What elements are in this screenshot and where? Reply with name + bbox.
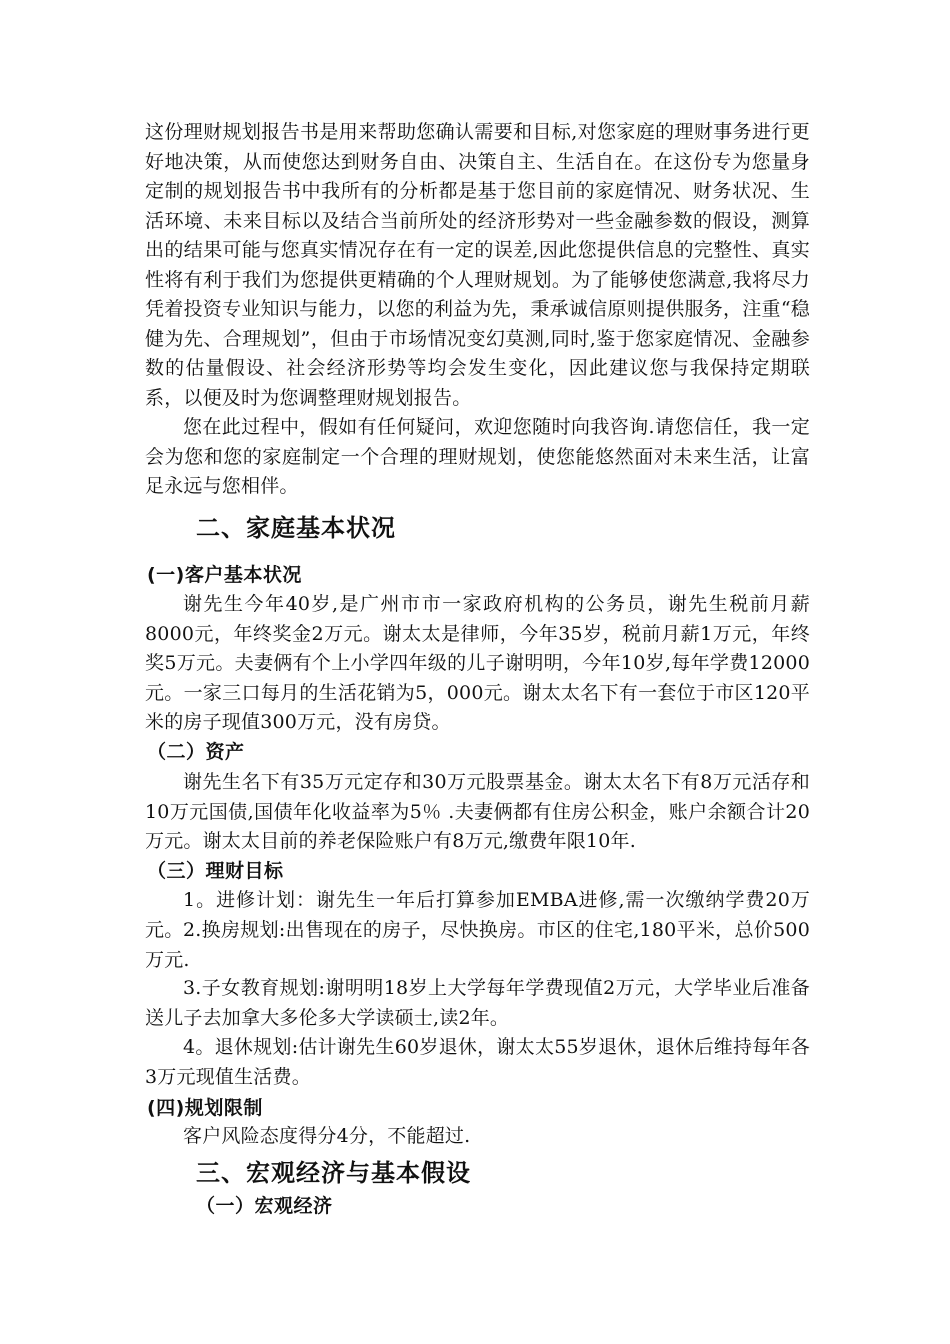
subsection-goals-heading: （三）理财目标 [147, 860, 284, 882]
subsection-constraints-heading: (四)规划限制 [147, 1097, 263, 1119]
goal-item-education: 1。进修计划：谢先生一年后打算参加EMBA进修,需一次缴纳学费20万元。 [145, 889, 810, 941]
section-3-heading: 三、宏观经济与基本假设 [196, 1159, 471, 1187]
constraints-paragraph: 客户风险态度得分4分，不能超过. [183, 1125, 471, 1147]
assets-paragraph: 谢先生名下有35万元定存和30万元股票基金。谢太太名下有8万元活存和10万元国债,国债年化收益率为5％ .夫妻俩都有住房公积金，账户余额合计20万元。谢太太目前的养老保险账户有8万元,缴费年限10年. [145, 771, 810, 852]
intro-paragraph-2: 您在此过程中，假如有任何疑问，欢迎您随时向我咨询.请您信任，我一定会为您和您的家庭制定一个合理的理财规划，使您能悠然面对未来生活，让富足永远与您相伴。 [145, 416, 810, 497]
subsection-macro-economy-heading: （一）宏观经济 [196, 1195, 333, 1217]
client-status-paragraph: 谢先生今年40岁,是广州市市一家政府机构的公务员，谢先生税前月薪8000元，年终奖金2万元。谢太太是律师，今年35岁，税前月薪1万元，年终奖5万元。夫妻俩有个上小学四年级的儿子谢明明，今年10岁,每年学费12000元。一家三口每月的生活花销为5，000元。谢太太名下有一套位于市区120平米的房子现值300万元，没有房贷。 [145, 593, 810, 733]
subsection-client-status-heading: (一)客户基本状况 [147, 564, 302, 586]
subsection-assets-heading: （二）资产 [147, 741, 245, 763]
goal-item-child-education: 3.子女教育规划:谢明明18岁上大学每年学费现值2万元，大学毕业后准备送儿子去加拿大多伦多大学读硕士,读2年。 [145, 977, 810, 1029]
goal-item-housing: 2.换房规划:出售现在的房子，尽快换房。市区的住宅,180平米，总价500万元. [145, 919, 810, 971]
section-2-heading: 二、家庭基本状况 [196, 514, 396, 542]
intro-paragraph-1: 这份理财规划报告书是用来帮助您确认需要和目标,对您家庭的理财事务进行更好地决策，从而使您达到财务自由、决策自主、生活自在。在这份专为您量身定制的规划报告书中我所有的分析都是基于您目前的家庭情况、财务状况、生活环境、未来目标以及结合当前所处的经济形势对一些金融参数的假设，测算出的结果可能与您真实情况存在有一定的误差,因此您提供信息的完整性、真实性将有利于我们为您提供更精确的个人理财规划。为了能够使您满意,我将尽力凭着投资专业知识与能力，以您的利益为先，秉承诚信原则提供服务，注重“稳健为先、合理规划”，但由于市场情况变幻莫测,同时,鉴于您家庭情况、金融参数的估量假设、社会经济形势等均会发生变化，因此建议您与我保持定期联系，以便及时为您调整理财规划报告。 [145, 121, 810, 409]
goal-item-retirement: 4。退休规划:估计谢先生60岁退休，谢太太55岁退休，退休后维持每年各3万元现值生活费。 [145, 1036, 810, 1088]
